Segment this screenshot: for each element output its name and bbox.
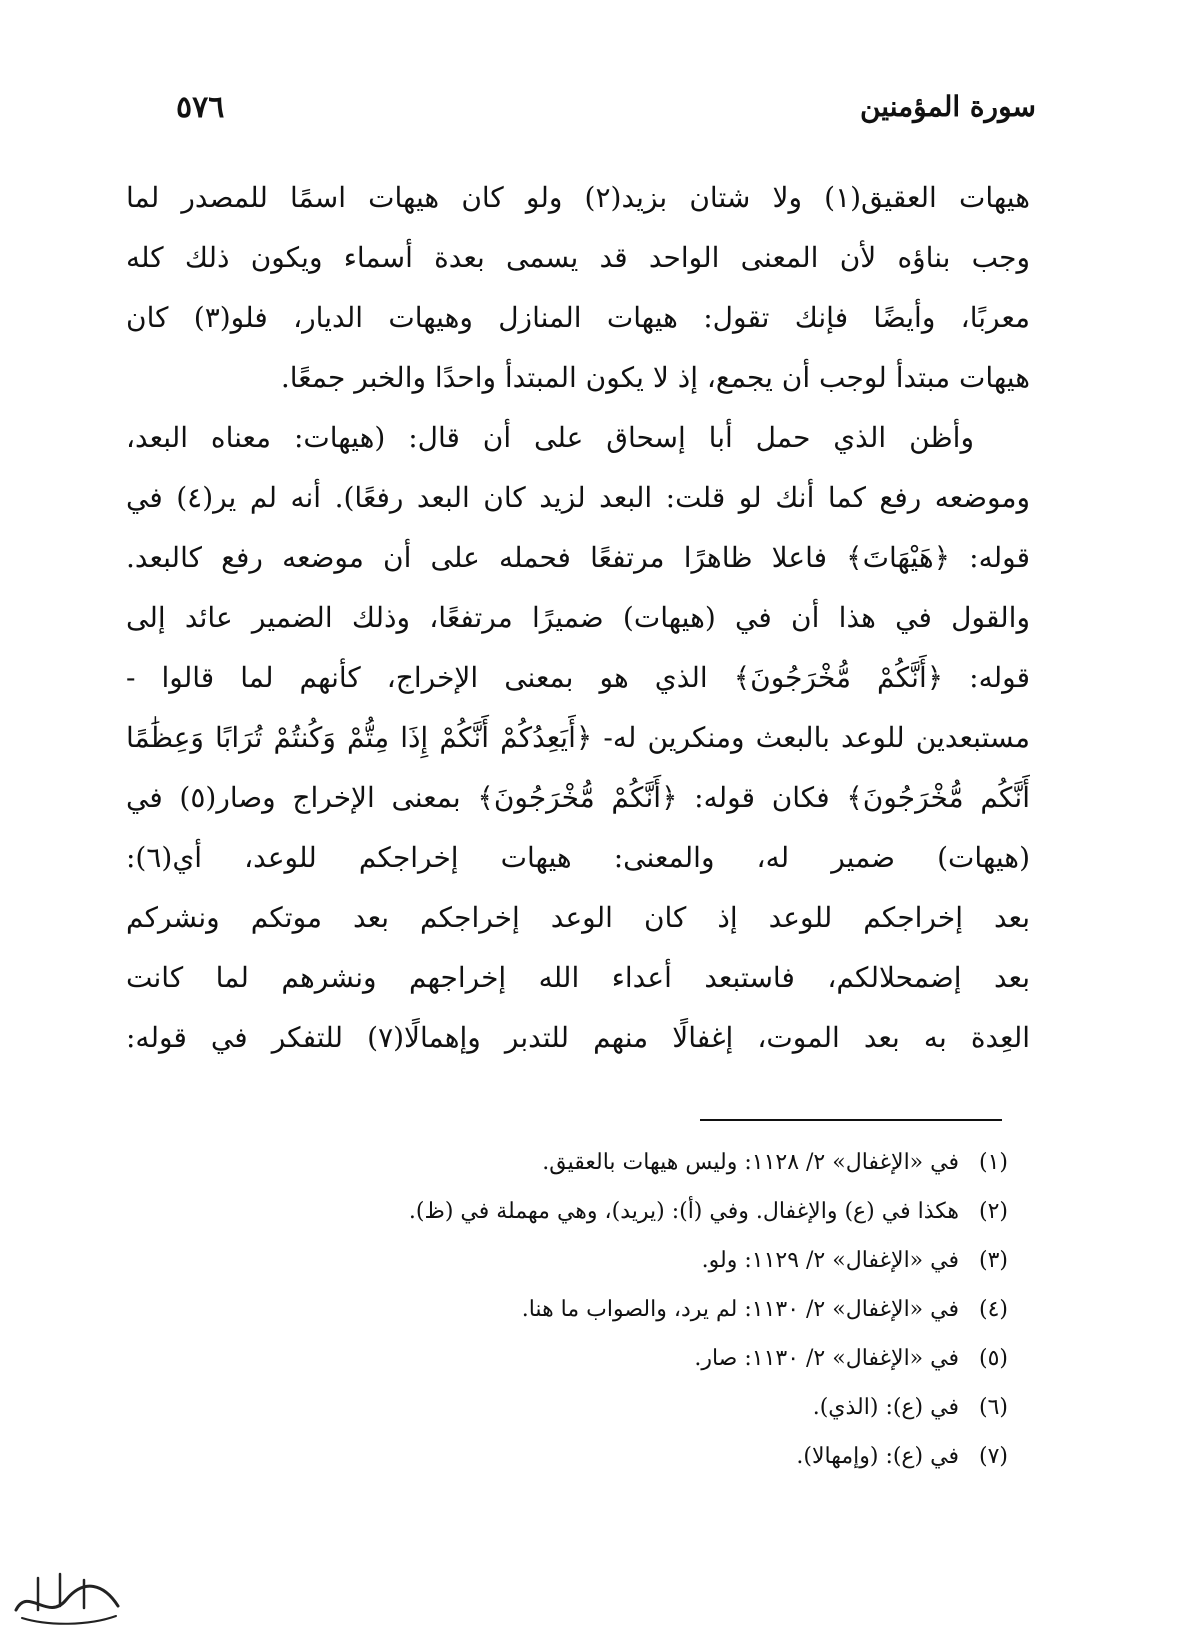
- publisher-logo: [8, 1566, 126, 1638]
- footnote-number: (١): [978, 1150, 1008, 1175]
- footnote-number: (٤): [978, 1297, 1008, 1322]
- text-line: وموضعه رفع كما أنك لو قلت: البعد لزيد كان البعد رفعًا). أنه لم ير(٤) في: [126, 481, 1030, 514]
- footnote-number: (٥): [978, 1346, 1008, 1371]
- main-text: [126, 168, 1030, 1068]
- footnote-text: في (ع): (وإمهالا).: [796, 1444, 959, 1469]
- footnote-number: (٣): [978, 1248, 1008, 1273]
- footnote-text: في «الإغفال» ٢/ ١١٣٠: لم يرد، والصواب ما هنا.: [521, 1297, 959, 1322]
- text-line: بعد إضمحلالكم، فاستبعد أعداء الله إخراجهم ونشرهم لما كانت: [126, 961, 1030, 994]
- logo-flourish: [38, 1574, 84, 1610]
- text-line: قوله: ﴿هَيْهَاتَ﴾ فاعلا ظاهرًا مرتفعًا فحمله على أن موضعه رفع كالبعد.: [126, 541, 1030, 574]
- footnote-separator: [700, 1119, 1002, 1121]
- footnote: [126, 1334, 1008, 1383]
- footnote: [126, 1383, 1008, 1432]
- footnote-number: (٦): [978, 1395, 1008, 1420]
- footnote-text: في «الإغفال» ٢/ ١١٣٠: صار.: [694, 1346, 959, 1371]
- footnotes: [126, 1138, 1008, 1481]
- text-line: هيهات العقيق(١) ولا شتان بزيد(٢) ولو كان هيهات اسمًا للمصدر لما: [126, 181, 1030, 214]
- footnote: [126, 1236, 1008, 1285]
- footnote: [126, 1138, 1008, 1187]
- footnote: [126, 1187, 1008, 1236]
- text-line: مستبعدين للوعد بالبعث ومنكرين له- ﴿أَيَعِدُكُمْ أَنَّكُمْ إِذَا مِتُّمْ وَكُنتُمْ تُرَابًا وَعِظَٰمًا: [126, 721, 1030, 754]
- footnote-text: هكذا في (ع) والإغفال. وفي (أ): (يريد)، وهي مهملة في (ظ).: [408, 1199, 959, 1224]
- text-line: والقول في هذا أن في (هيهات) ضميرًا مرتفعًا، وذلك الضمير عائد إلى: [126, 601, 1030, 634]
- text-line: العِدة به بعد الموت، إغفالًا منهم للتدبر وإهمالًا(٧) للتفكر في قوله:: [126, 1021, 1030, 1054]
- logo-flourish: [16, 1586, 118, 1610]
- footnote: [126, 1432, 1008, 1481]
- text-line: هيهات مبتدأ لوجب أن يجمع، إذ لا يكون المبتدأ واحدًا والخبر جمعًا.: [280, 361, 1030, 394]
- footnote-number: (٧): [978, 1444, 1008, 1469]
- page-header: [176, 82, 1036, 138]
- text-line: معربًا، وأيضًا فإنك تقول: هيهات المنازل وهيهات الديار، فلو(٣) كان: [126, 301, 1030, 334]
- footnote: [126, 1285, 1008, 1334]
- logo-flourish: [22, 1616, 116, 1624]
- text-line: قوله: ﴿أَنَّكُمْ مُّخْرَجُونَ﴾ الذي هو بمعنى الإخراج، كأنهم لما قالوا -: [126, 661, 1030, 694]
- footnote-text: في (ع): (الذي).: [812, 1395, 959, 1420]
- page-number: ٥٧٦: [176, 90, 225, 125]
- text-line: وجب بناؤه لأن المعنى الواحد قد يسمى بعدة أسماء ويكون ذلك كله: [126, 241, 1030, 274]
- footnote-text: في «الإغفال» ٢/ ١١٢٨: وليس هيهات بالعقيق.: [542, 1150, 959, 1175]
- text-line: (هيهات) ضمير له، والمعنى: هيهات إخراجكم للوعد، أي(٦):: [126, 841, 1030, 874]
- footnote-number: (٢): [978, 1199, 1008, 1224]
- surah-title: سورة المؤمنين: [859, 90, 1036, 123]
- footnote-text: في «الإغفال» ٢/ ١١٢٩: ولو.: [701, 1248, 959, 1273]
- text-line: وأظن الذي حمل أبا إسحاق على أن قال: (هيهات: معناه البعد،: [126, 421, 974, 454]
- text-line: بعد إخراجكم للوعد إذ كان الوعد إخراجكم بعد موتكم ونشركم: [126, 901, 1030, 934]
- text-line: أَنَّكُم مُّخْرَجُونَ﴾ فكان قوله: ﴿أَنَّكُمْ مُّخْرَجُونَ﴾ بمعنى الإخراج وصار(٥) في: [126, 781, 1030, 814]
